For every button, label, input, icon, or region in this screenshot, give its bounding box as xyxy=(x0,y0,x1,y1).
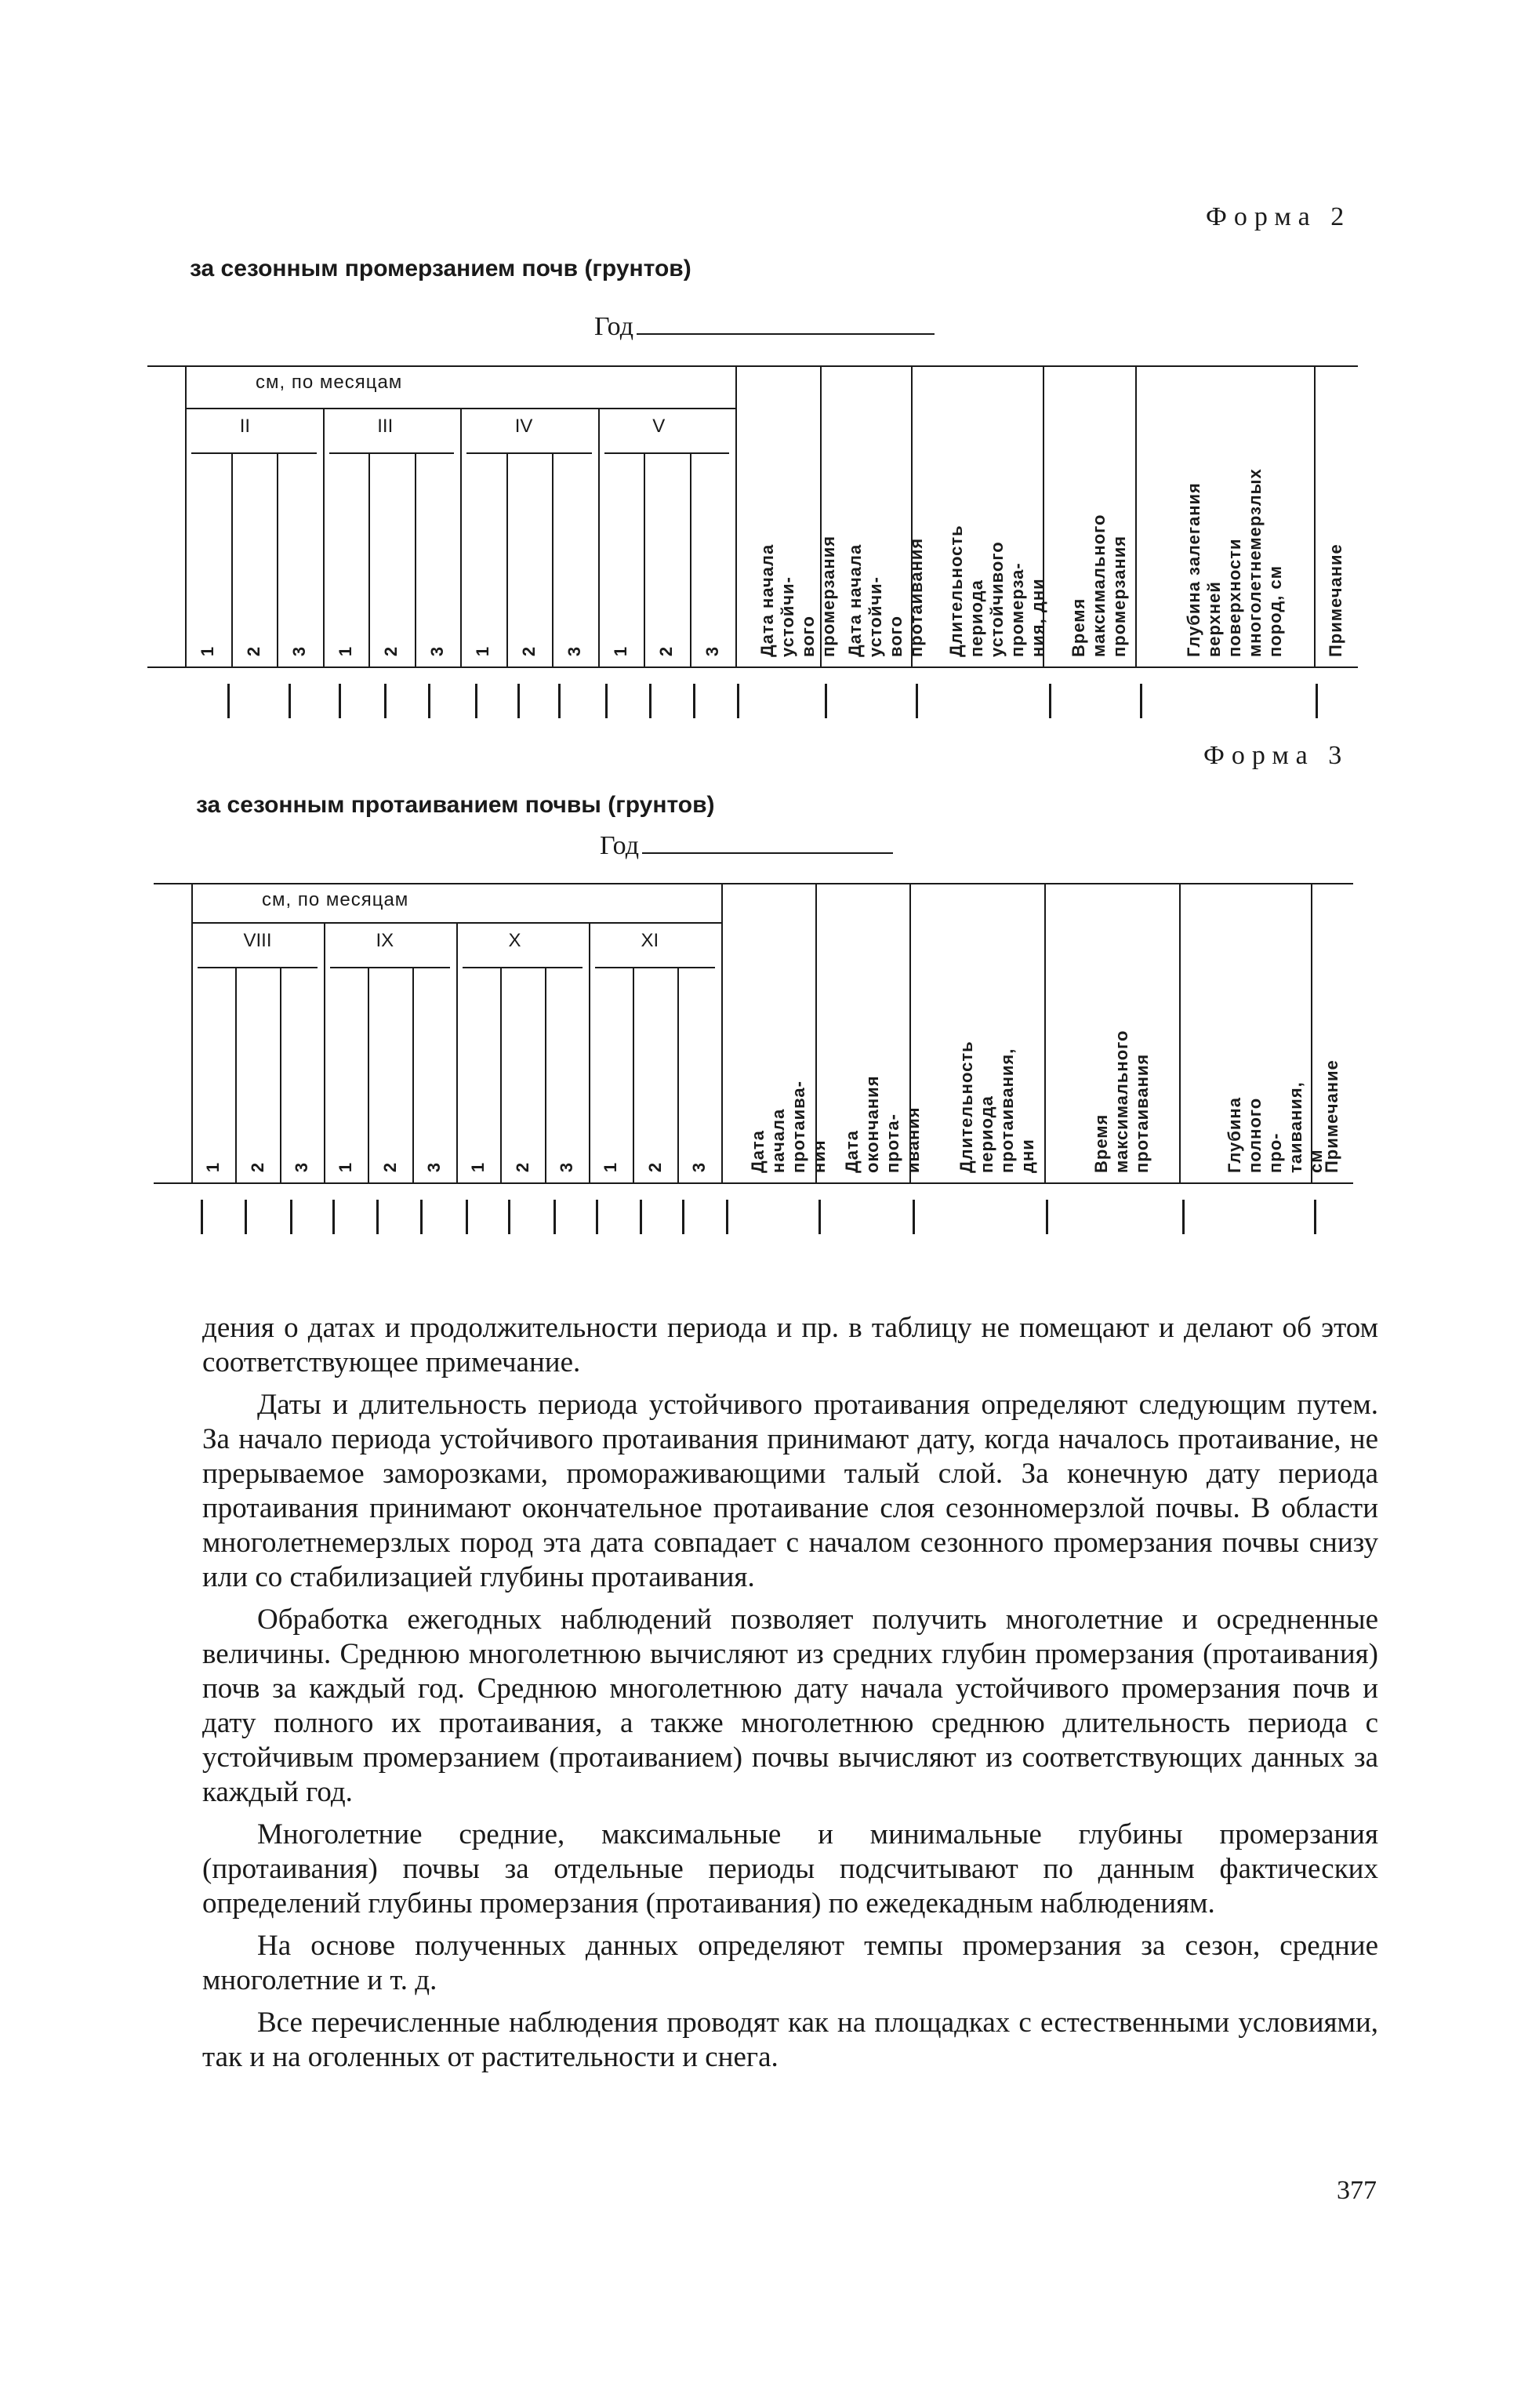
table-vline xyxy=(1043,365,1044,666)
table-column-tick xyxy=(475,684,477,718)
form3-year-field[interactable] xyxy=(642,852,893,854)
table-column-tick xyxy=(227,684,230,718)
table-vline xyxy=(633,967,634,1182)
column-header: Время максимального промерзания xyxy=(1069,514,1129,657)
decade-number: 3 xyxy=(564,646,585,657)
decade-number: 2 xyxy=(656,646,677,657)
table-subrule xyxy=(198,967,318,968)
form2-year-field[interactable] xyxy=(637,333,935,335)
table-vline xyxy=(1179,883,1181,1182)
column-header: Длительность периода протаивания, дни xyxy=(956,1041,1037,1173)
column-header: Дата окончания прота- ивания xyxy=(842,1075,923,1173)
table-vline xyxy=(323,408,325,666)
form3-label: Форма 3 xyxy=(1203,741,1349,770)
table-vline xyxy=(456,922,458,1182)
table-vline xyxy=(644,452,645,666)
months-header: см, по месяцам xyxy=(262,889,409,910)
table-column-tick xyxy=(916,684,918,718)
decade-number: 2 xyxy=(379,1162,400,1173)
table-vline xyxy=(1044,883,1046,1182)
body-text xyxy=(202,1311,1378,2083)
month-label: VIII xyxy=(243,930,272,951)
column-header: Время максимального протаивания xyxy=(1091,1030,1152,1173)
decade-number: 2 xyxy=(381,646,401,657)
column-header: Длительность периода устойчивого промерза- ния, дни xyxy=(946,525,1047,657)
paragraph: Многолетние средние, максимальные и минимальные глубины промерзания (протаивания) почвы за отдельные периоды подсчитывают по данным фактических определений глубины промерзания (протаивания) по ежедекадным наблюдениям. xyxy=(202,1818,1378,1919)
table-vline xyxy=(500,967,502,1182)
month-label: III xyxy=(377,416,394,437)
table-column-tick xyxy=(1314,1200,1316,1234)
table-vline xyxy=(280,967,281,1182)
table-subrule xyxy=(191,452,317,454)
table-column-tick xyxy=(693,684,695,718)
decade-number: 1 xyxy=(336,1162,356,1173)
table-top-rule xyxy=(147,365,1358,367)
table-column-tick xyxy=(201,1200,203,1234)
table-subrule xyxy=(330,967,450,968)
table-column-tick xyxy=(682,1200,684,1234)
table-subrule xyxy=(604,452,730,454)
table-top-rule xyxy=(154,883,1353,884)
table-subrule xyxy=(595,967,715,968)
table-header-bottom-rule xyxy=(154,1182,1353,1184)
table-column-tick xyxy=(245,1200,247,1234)
decade-number: 3 xyxy=(702,646,722,657)
paragraph: Все перечисленные наблюдения проводят как на площадках с естественными условиями, так и на оголенных от растительности и снега. xyxy=(202,2007,1378,2073)
form3-caption: за сезонным протаиванием почвы (грунтов) xyxy=(196,792,715,818)
column-header: Глубина залегания верхней поверхности многолетнемерзлых пород, см xyxy=(1184,468,1285,657)
table-column-tick xyxy=(640,1200,642,1234)
table-column-tick xyxy=(605,684,608,718)
table-column-tick xyxy=(466,1200,468,1234)
column-header: Дата начала протаива- ния xyxy=(748,1081,829,1173)
table-column-tick xyxy=(289,684,291,718)
page-number: 377 xyxy=(1337,2176,1377,2205)
table-column-tick xyxy=(553,1200,556,1234)
table-column-tick xyxy=(1316,684,1318,718)
table-vline xyxy=(185,365,187,666)
table-vline xyxy=(231,452,233,666)
paragraph: Обработка ежегодных наблюдений позволяет получить многолетние и осредненные величины. Среднюю многолетнюю вычисляют из средних глубин промерзания (протаивания) почв за каждый год. Среднюю многолетнюю дату начала устойчивого промерзания почв и дату полного их протаивания, а также многолетнюю среднюю длительность периода с устойчивым промерзанием (протаиванием) почвы вычисляют из соответствующих данных за каждый год. xyxy=(202,1604,1378,1808)
form3-year-label: Год xyxy=(600,831,639,860)
column-header: Глубина полного про- таивания, см xyxy=(1225,1081,1326,1173)
decade-number: 3 xyxy=(688,1162,709,1173)
table-vline xyxy=(324,922,325,1182)
table-vline xyxy=(1311,883,1312,1182)
table-vline xyxy=(815,883,817,1182)
table-header-bottom-rule xyxy=(147,666,1358,668)
paragraph: дения о датах и продолжительности периода и пр. в таблицу не помещают и делают об этом соответствующее примечание. xyxy=(202,1312,1378,1378)
table-vline xyxy=(690,452,691,666)
table-vline xyxy=(598,408,600,666)
table-column-tick xyxy=(290,1200,292,1234)
table-column-tick xyxy=(737,684,739,718)
form2-year-label: Год xyxy=(594,312,633,341)
table-vline xyxy=(589,922,590,1182)
table-vline xyxy=(911,365,913,666)
decade-number: 3 xyxy=(556,1162,576,1173)
form2-year xyxy=(594,312,935,342)
column-header: Примечание xyxy=(1326,543,1345,657)
decade-number: 1 xyxy=(610,646,630,657)
table-column-tick xyxy=(825,684,827,718)
table-column-tick xyxy=(726,1200,728,1234)
form2-label: Форма 2 xyxy=(1206,202,1352,231)
table-column-tick xyxy=(332,1200,335,1234)
column-header: Примечание xyxy=(1322,1059,1341,1173)
decade-number: 3 xyxy=(291,1162,311,1173)
table-vline xyxy=(506,452,508,666)
table-vline xyxy=(677,967,679,1182)
month-label: IX xyxy=(376,930,394,951)
table-vline xyxy=(412,967,414,1182)
decade-number: 1 xyxy=(473,646,493,657)
decade-number: 3 xyxy=(289,646,310,657)
decade-number: 1 xyxy=(203,1162,223,1173)
table-column-tick xyxy=(384,684,387,718)
month-label: X xyxy=(508,930,521,951)
paragraph: Даты и длительность периода устойчивого протаивания определяют следующим путем. За начало периода устойчивого протаивания принимают дату, когда началось протаивание, не прерываемое заморозками, промораживающими талый слой. За конечную дату периода протаивания принимают окончательное протаивание слоя сезонномерзлой почвы. В области многолетнемерзлых пород эта дата совпадает с началом сезонного промерзания почвы снизу или со стабилизацией глубины протаивания. xyxy=(202,1389,1378,1593)
decade-number: 1 xyxy=(335,646,355,657)
table-column-tick xyxy=(596,1200,598,1234)
table-subrule xyxy=(329,452,455,454)
decade-number: 3 xyxy=(423,1162,444,1173)
table-column-tick xyxy=(1182,1200,1185,1234)
table-vline xyxy=(552,452,553,666)
decade-number: 2 xyxy=(243,646,263,657)
table-column-tick xyxy=(1140,684,1142,718)
table-vline xyxy=(545,967,546,1182)
table-vline xyxy=(415,452,416,666)
table-vline xyxy=(191,883,193,1182)
table-vline xyxy=(909,883,911,1182)
decade-number: 1 xyxy=(198,646,218,657)
form3-year xyxy=(600,831,893,861)
table-vline xyxy=(368,452,370,666)
table-vline xyxy=(1314,365,1316,666)
table-subrule xyxy=(463,967,583,968)
decade-number: 2 xyxy=(247,1162,267,1173)
table-column-tick xyxy=(339,684,341,718)
table-column-tick xyxy=(508,1200,510,1234)
column-header: Дата начала устойчи- вого протаивания xyxy=(845,537,926,657)
month-label: II xyxy=(239,416,251,437)
decade-number: 2 xyxy=(518,646,539,657)
table-column-tick xyxy=(1049,684,1051,718)
table-subrule xyxy=(466,452,592,454)
table-vline xyxy=(735,365,737,666)
decade-number: 2 xyxy=(644,1162,665,1173)
column-header: Дата начала устойчи- вого промерзания xyxy=(757,535,838,657)
table-column-tick xyxy=(558,684,561,718)
table-column-tick xyxy=(913,1200,915,1234)
decade-number: 3 xyxy=(426,646,447,657)
month-label: V xyxy=(652,416,666,437)
decade-number: 1 xyxy=(468,1162,488,1173)
table-column-tick xyxy=(818,1200,821,1234)
table-column-tick xyxy=(1046,1200,1048,1234)
decade-number: 2 xyxy=(512,1162,532,1173)
month-label: IV xyxy=(514,416,533,437)
months-header: см, по месяцам xyxy=(256,372,403,393)
table-column-tick xyxy=(376,1200,379,1234)
month-label: XI xyxy=(641,930,659,951)
table-column-tick xyxy=(428,684,430,718)
table-column-tick xyxy=(517,684,520,718)
table-vline xyxy=(460,408,462,666)
table-vline xyxy=(235,967,237,1182)
table-vline xyxy=(1135,365,1137,666)
table-vline xyxy=(277,452,278,666)
table-vline xyxy=(368,967,369,1182)
table-vline xyxy=(721,883,723,1182)
form2-caption: за сезонным промерзанием почв (грунтов) xyxy=(190,256,691,281)
table-column-tick xyxy=(649,684,651,718)
paragraph: На основе полученных данных определяют темпы промерзания за сезон, средние многолетние и т. д. xyxy=(202,1930,1378,1996)
table-column-tick xyxy=(420,1200,423,1234)
table-vline xyxy=(820,365,822,666)
decade-number: 1 xyxy=(601,1162,621,1173)
